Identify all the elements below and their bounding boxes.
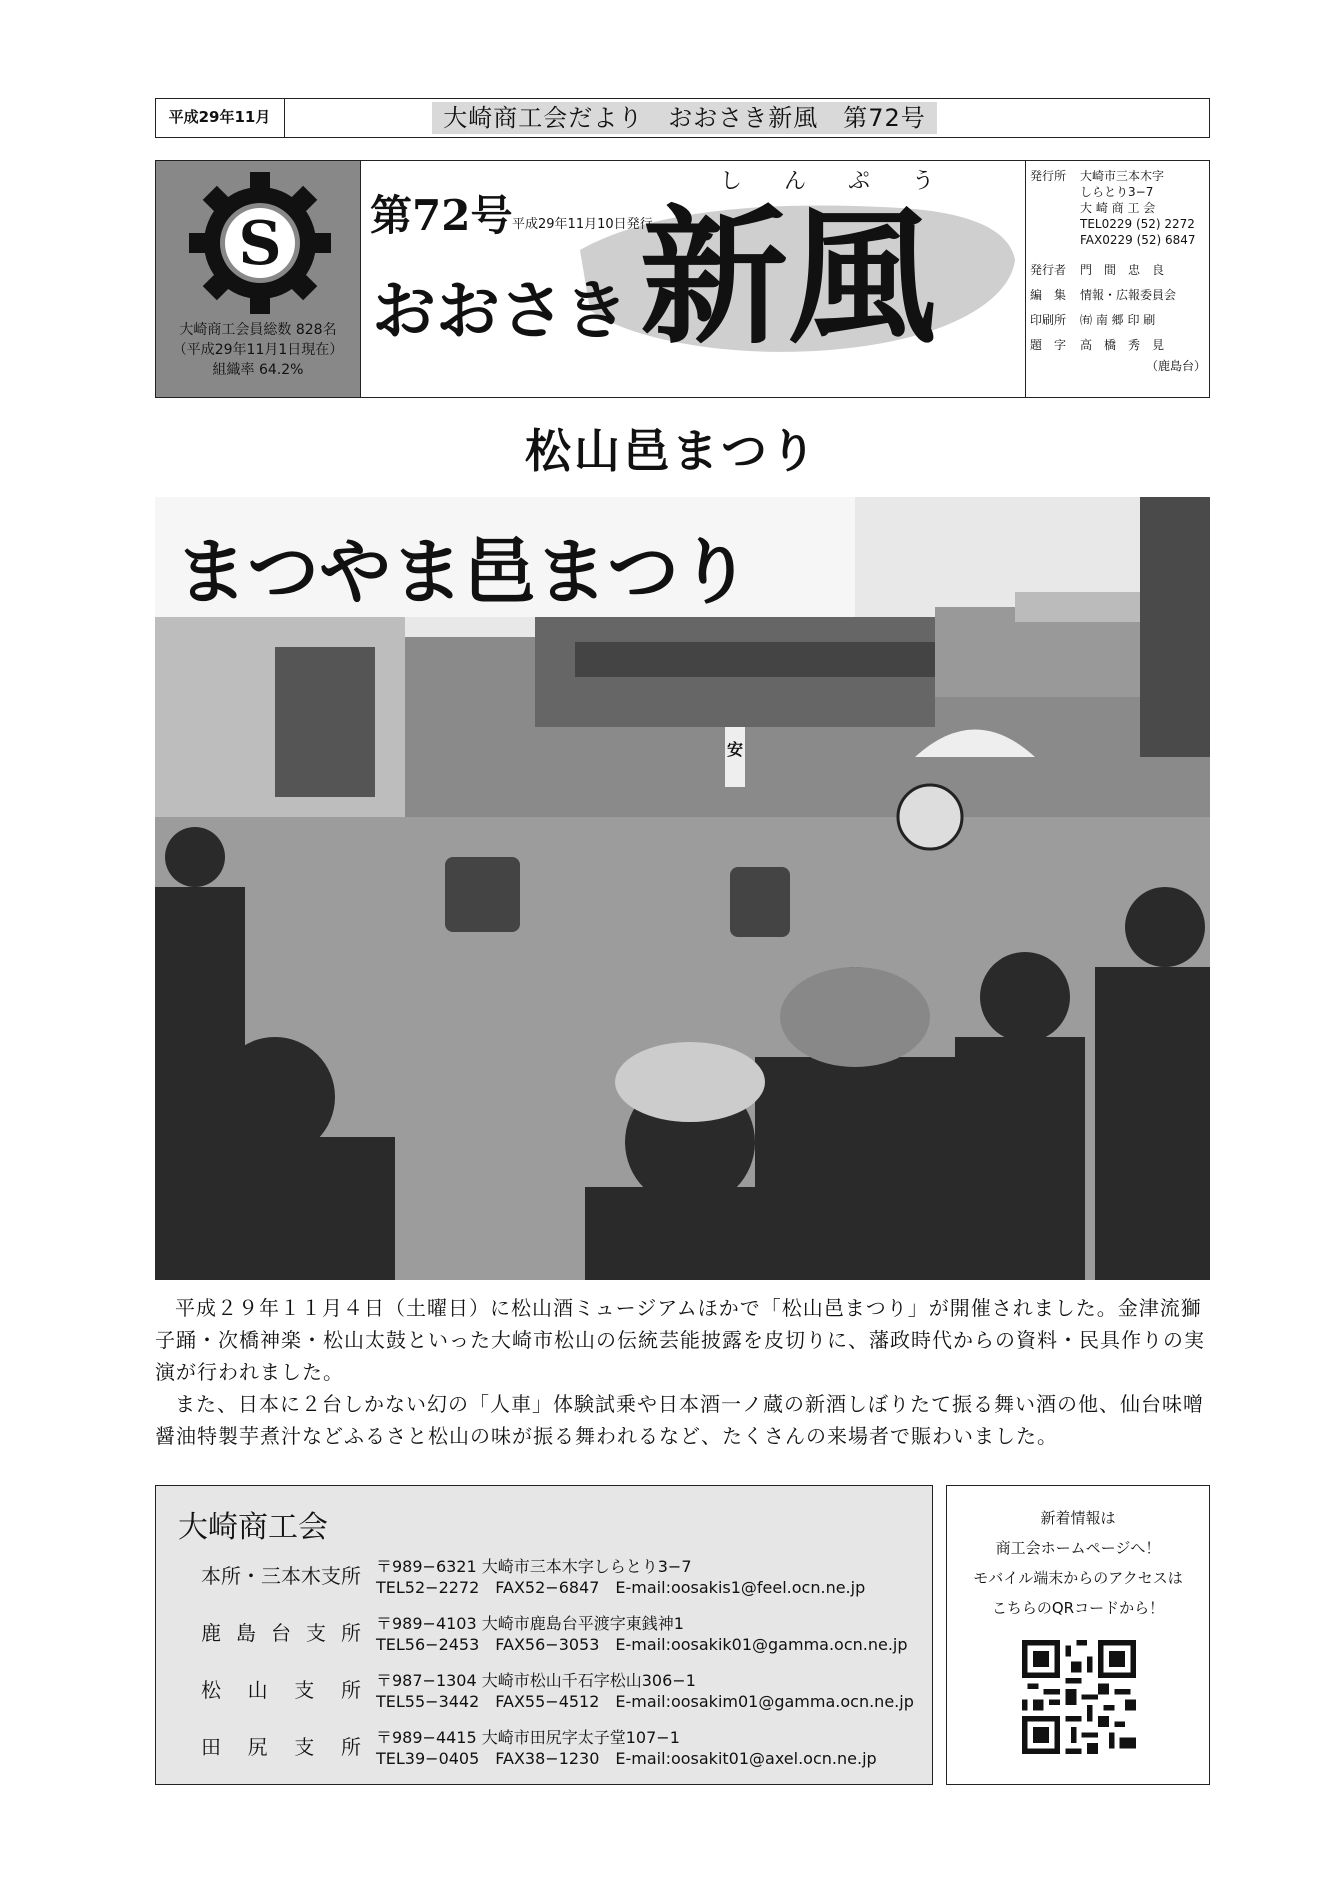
article-paragraph: 平成２９年１１月４日（土曜日）に松山酒ミュージアムほかで「松山邑まつり」が開催されました。金津流獅子踊・次橋神楽・松山太鼓といった大崎市松山の伝統芸能披露を皮切りに、藩政時代からの資料・民具作りの実演が行われました。 [155, 1296, 1205, 1384]
branch-postal: 〒987−1304 大崎市松山千石字松山306−1 [376, 1671, 696, 1690]
pub-value: ㈲ 南 郷 印 刷 [1080, 313, 1156, 327]
pub-row [1026, 200, 1210, 216]
pub-value: （鹿島台） [1145, 359, 1206, 373]
branch-postal: 〒989−4415 大崎市田尻字太子堂107−1 [376, 1728, 680, 1747]
office-title: 大崎商工会 [178, 1510, 328, 1545]
branch-address [376, 1613, 908, 1655]
title-furigana: しんぷう [720, 169, 977, 194]
pub-value: 情報・広報委員会 [1080, 288, 1177, 302]
pub-row [1026, 184, 1210, 200]
banner-text: まつやま邑まつり [175, 530, 752, 614]
chamber-gear-logo-icon [185, 168, 335, 318]
pub-label: 題 字 [1030, 338, 1067, 352]
branch-entry [156, 1613, 926, 1661]
header-date: 平成29年11月 [155, 98, 285, 138]
pub-label [1030, 232, 1080, 248]
pub-row [1026, 258, 1210, 283]
member-count [160, 320, 356, 380]
branch-contact: TEL56−2453 FAX56−3053 E-mail:oosakik01@gamma.ocn.ne.jp [376, 1635, 908, 1654]
branch-postal: 〒989−6321 大崎市三本木字しらとり3−7 [376, 1557, 692, 1576]
pub-value: 門 間 忠 良 [1080, 263, 1165, 277]
pub-label: 編 集 [1030, 288, 1067, 302]
header-title: 大崎商工会だより おおさき新風 第72号 [432, 102, 937, 134]
pub-value: 大 崎 商 工 会 [1080, 201, 1156, 215]
pub-row [1026, 216, 1210, 232]
pub-row [1026, 232, 1210, 248]
member-line: 組織率 64.2% [212, 362, 304, 378]
pub-label [1030, 184, 1080, 200]
qr-line: 新着情報は [1040, 1509, 1116, 1527]
pub-row [1026, 333, 1210, 358]
branch-address [376, 1556, 865, 1598]
flag-text: 安 [727, 740, 744, 759]
branch-postal: 〒989−4103 大崎市鹿島台平渡字東銭神1 [376, 1614, 684, 1633]
branch-name: 田尻支所 [201, 1735, 361, 1759]
article-body [155, 1292, 1210, 1452]
member-line: （平成29年11月1日現在） [172, 342, 344, 358]
pub-label: 発行者 [1030, 263, 1067, 277]
qr-line: 商工会ホームページへ！ [995, 1539, 1161, 1557]
branch-contact: TEL52−2272 FAX52−6847 E-mail:oosakis1@feel.ocn.ne.jp [376, 1578, 866, 1597]
pub-row [1026, 358, 1210, 374]
qr-caption [950, 1503, 1206, 1623]
pub-label: 発行所 [1030, 169, 1067, 183]
pub-row [1026, 308, 1210, 333]
pub-row [1026, 283, 1210, 308]
pub-value: しらとり3−7 [1080, 185, 1154, 199]
branch-entry [156, 1670, 926, 1718]
festival-photo [155, 497, 1210, 1280]
pub-value: 大崎市三本木字 [1080, 169, 1165, 183]
logo-letter: S [238, 209, 282, 279]
branch-address [376, 1727, 877, 1769]
branch-contact: TEL55−3442 FAX55−4512 E-mail:oosakim01@gamma.ocn.ne.jp [376, 1692, 914, 1711]
masthead-title-oosaki: おおさき [372, 274, 628, 349]
masthead-title-shinpu: 新風 [640, 190, 936, 364]
pub-value: FAX0229 (52) 6847 [1080, 233, 1196, 247]
branch-entry [156, 1556, 926, 1604]
publisher-info [1025, 160, 1210, 398]
qr-line: モバイル端末からのアクセスは [973, 1569, 1183, 1587]
issue-date: 平成29年11月10日発行 [512, 217, 653, 232]
branch-contact: TEL39−0405 FAX38−1230 E-mail:oosakit01@axel.ocn.ne.jp [376, 1749, 877, 1768]
branch-name: 本所・三本木支所 [201, 1564, 361, 1588]
branch-address [376, 1670, 914, 1712]
issue-number: 第72号 [370, 191, 513, 240]
pub-value: 高 橋 秀 見 [1080, 338, 1165, 352]
pub-label [1030, 216, 1080, 232]
member-line: 大崎商工会員総数 828名 [179, 322, 337, 338]
qr-line: こちらのQRコードから！ [991, 1599, 1165, 1617]
pub-value: TEL0229 (52) 2272 [1080, 217, 1195, 231]
branch-name: 鹿島台支所 [201, 1621, 361, 1645]
pub-label [1030, 200, 1080, 216]
pub-label: 印刷所 [1030, 313, 1067, 327]
pub-row [1026, 168, 1210, 184]
branch-name: 松山支所 [201, 1678, 361, 1702]
branch-entry [156, 1727, 926, 1775]
article-headline: 松山邑まつり [525, 424, 819, 478]
qr-code-icon[interactable] [1022, 1640, 1136, 1754]
article-paragraph: また、日本に２台しかない幻の「人車」体験試乗や日本酒一ノ蔵の新酒しぼりたて振る舞い酒の他、仙台味噌醤油特製芋煮汁などふるさと松山の味が振る舞われるなど、たくさんの来場者で賑わいました。 [155, 1392, 1204, 1448]
